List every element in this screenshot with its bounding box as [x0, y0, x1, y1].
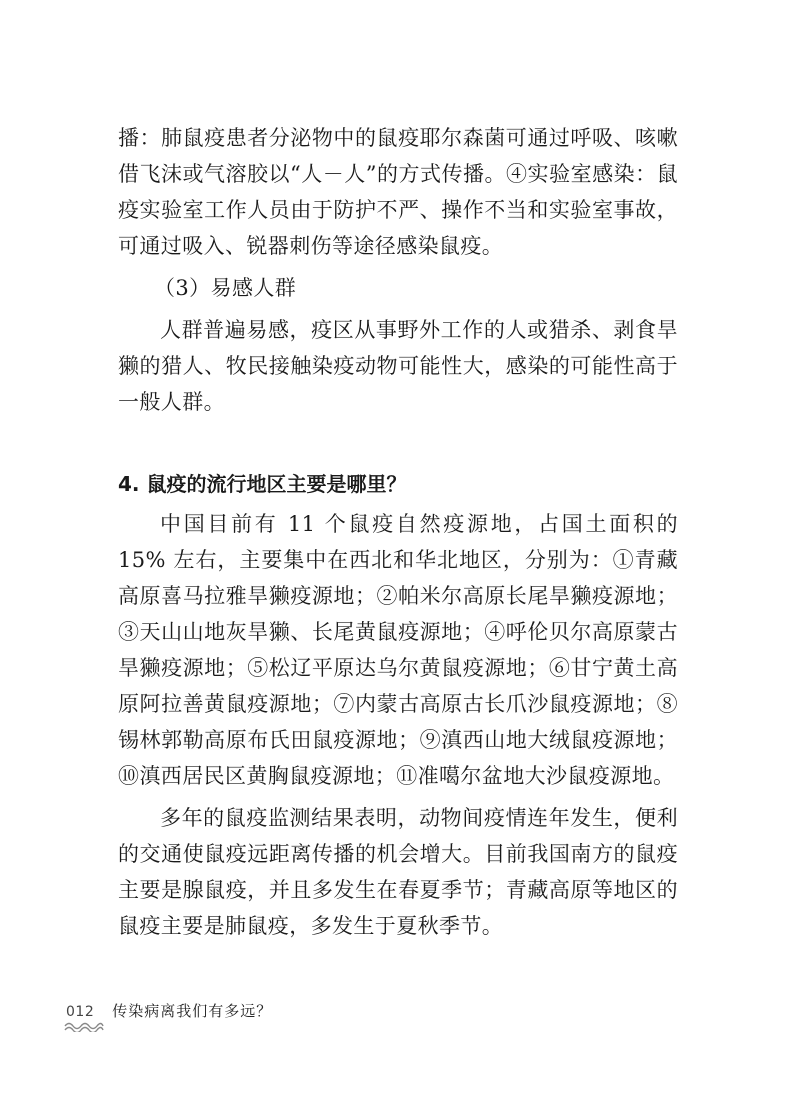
paragraph-monitoring-results: 多年的鼠疫监测结果表明，动物间疫情连年发生，便利的交通使鼠疫远距离传播的机会增大。目前我国南方的鼠疫主要是腺鼠疫，并且多发生在春夏季节；青藏高原等地区的鼠疫主要是肺鼠疫，多发生于夏秋季节。 — [118, 806, 678, 938]
page-number: 012 — [66, 1004, 95, 1020]
subheading-susceptible-population: （3）易感人群 — [154, 276, 297, 300]
page-body — [118, 120, 678, 944]
running-title: 传染病离我们有多远？ — [112, 1002, 273, 1020]
paragraph-susceptible-population: 人群普遍易感，疫区从事野外工作的人或猎杀、剥食旱獭的猎人、牧民接触染疫动物可能性大，感染的可能性高于一般人群。 — [118, 318, 678, 414]
section-heading: 4. 鼠疫的流行地区主要是哪里？ — [118, 472, 407, 496]
paragraph-natural-foci: 中国目前有 11 个鼠疫自然疫源地，占国土面积的 15% 左右，主要集中在西北和华北地区，分别为：①青藏高原喜马拉雅旱獭疫源地；②帕米尔高原长尾旱獭疫源地；③天山山地灰旱獭、长尾黄鼠疫源地；④呼伦贝尔高原蒙古旱獭疫源地；⑤松辽平原达乌尔黄鼠疫源地；⑥甘宁黄土高原阿拉善黄鼠疫源地；⑦内蒙古高原古长爪沙鼠疫源地；⑧锡林郭勒高原布氏田鼠疫源地；⑨滇西山地大绒鼠疫源地；⑩滇西居民区黄胸鼠疫源地；⑪准噶尔盆地大沙鼠疫源地。 — [118, 512, 678, 788]
page-footer — [66, 1000, 272, 1021]
wave-ornament-icon — [64, 1020, 104, 1032]
paragraph-transmission-continued: 播：肺鼠疫患者分泌物中的鼠疫耶尔森菌可通过呼吸、咳嗽借飞沫或气溶胶以“人－人”的方式传播。④实验室感染：鼠疫实验室工作人员由于防护不严、操作不当和实验室事故，可通过吸入、锐器刺伤等途径感染鼠疫。 — [118, 126, 678, 258]
